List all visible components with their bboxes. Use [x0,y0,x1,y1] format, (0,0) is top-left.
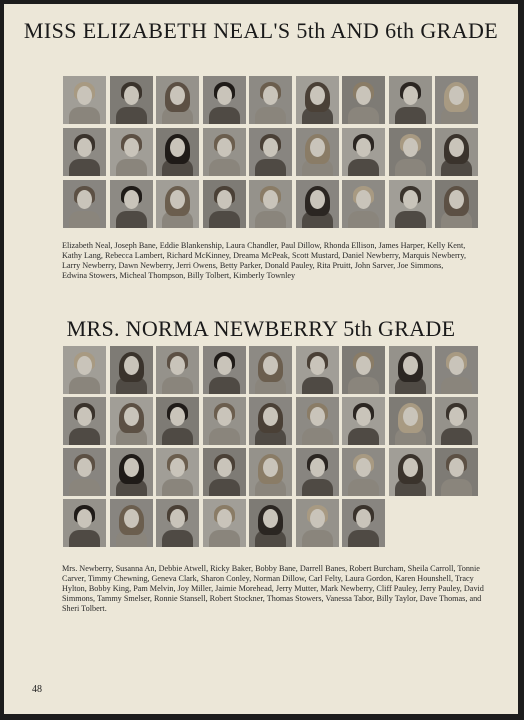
student-portrait [203,128,246,176]
student-portrait [389,448,432,496]
student-portrait [249,397,292,445]
student-portrait [389,128,432,176]
student-portrait [156,76,199,124]
student-portrait [63,76,106,124]
student-portrait [249,128,292,176]
student-portrait [296,346,339,394]
student-portrait [296,448,339,496]
student-portrait [296,128,339,176]
student-portrait [63,128,106,176]
student-portrait [110,180,153,228]
student-portrait [249,448,292,496]
student-portrait [203,346,246,394]
student-portrait [342,448,385,496]
student-portrait [435,448,478,496]
student-portrait [110,76,153,124]
student-portrait [249,346,292,394]
student-portrait [389,346,432,394]
student-portrait [435,180,478,228]
student-portrait [63,448,106,496]
section2-caption: Mrs. Newberry, Susanna An, Debbie Atwell, Ricky Baker, Bobby Bane, Darrell Banes, Robert Burcham, Sheila Carroll, Tonnie Carver, Timmy Chewning, Geneva Clark, Sharon Conley, Norman Dillow, Carl Felty, Laura Gordon, Karen Hounshell, Tracy Hylton, Bobby King, Pam Melvin, Joy Miller, Jaimie Morehead, Jerry Mutter, Mark Newberry, Cliff Pauley, Jerry Pauley, David Simmons, Tammy Smelser, Ronnie Stansell, Robert Stockner, Thomas Stowers, Vanessa Tabor, Billy Taylor, Dave Thomas, and Sheri Tolbert. [62,564,484,613]
student-portrait [342,346,385,394]
student-portrait [156,346,199,394]
student-portrait [110,448,153,496]
student-portrait [389,397,432,445]
student-portrait [249,499,292,547]
student-portrait [156,128,199,176]
student-portrait [342,397,385,445]
student-portrait [435,397,478,445]
student-portrait [203,76,246,124]
student-portrait [342,76,385,124]
student-portrait [110,397,153,445]
student-portrait [110,128,153,176]
student-portrait [156,397,199,445]
student-portrait [342,128,385,176]
student-portrait [342,180,385,228]
student-portrait [156,180,199,228]
student-portrait [203,448,246,496]
student-portrait [435,346,478,394]
page-number: 48 [32,684,42,695]
section1-title: MISS ELIZABETH NEAL'S 5th AND 6th GRADE [23,18,499,43]
student-portrait [63,397,106,445]
student-portrait [63,499,106,547]
student-portrait [296,397,339,445]
student-portrait [249,180,292,228]
student-portrait [435,76,478,124]
yearbook-page [4,4,518,714]
student-portrait [156,448,199,496]
student-portrait [342,499,385,547]
student-portrait [203,499,246,547]
student-portrait [296,76,339,124]
student-portrait [203,180,246,228]
section2-title: MRS. NORMA NEWBERRY 5th GRADE [66,316,456,341]
student-portrait [296,499,339,547]
section1-caption: Elizabeth Neal, Joseph Bane, Eddie Blankenship, Laura Chandler, Paul Dillow, Rhonda Ellison, James Harper, Kelly Kent, Kathy Lang, Rebecca Lambert, Richard McKinney, Dreama McPeak, Scott Mustard, Daniel Newberry, Marquis Newberry, Larry Newberry, Dawn Newberry, Jerri Owens, Betty Parker, Donald Pauley, Rita Pruitt, John Sarver, Joe Simmons, Edwina Stowers, Micheal Thompson, Billy Tolbert, Kimberly Townley [62,241,467,280]
student-portrait [156,499,199,547]
student-portrait [110,346,153,394]
student-portrait [435,128,478,176]
student-portrait [389,180,432,228]
student-portrait [203,397,246,445]
student-portrait [389,76,432,124]
student-portrait [249,76,292,124]
student-portrait [296,180,339,228]
student-portrait [63,346,106,394]
student-portrait [110,499,153,547]
student-portrait [63,180,106,228]
